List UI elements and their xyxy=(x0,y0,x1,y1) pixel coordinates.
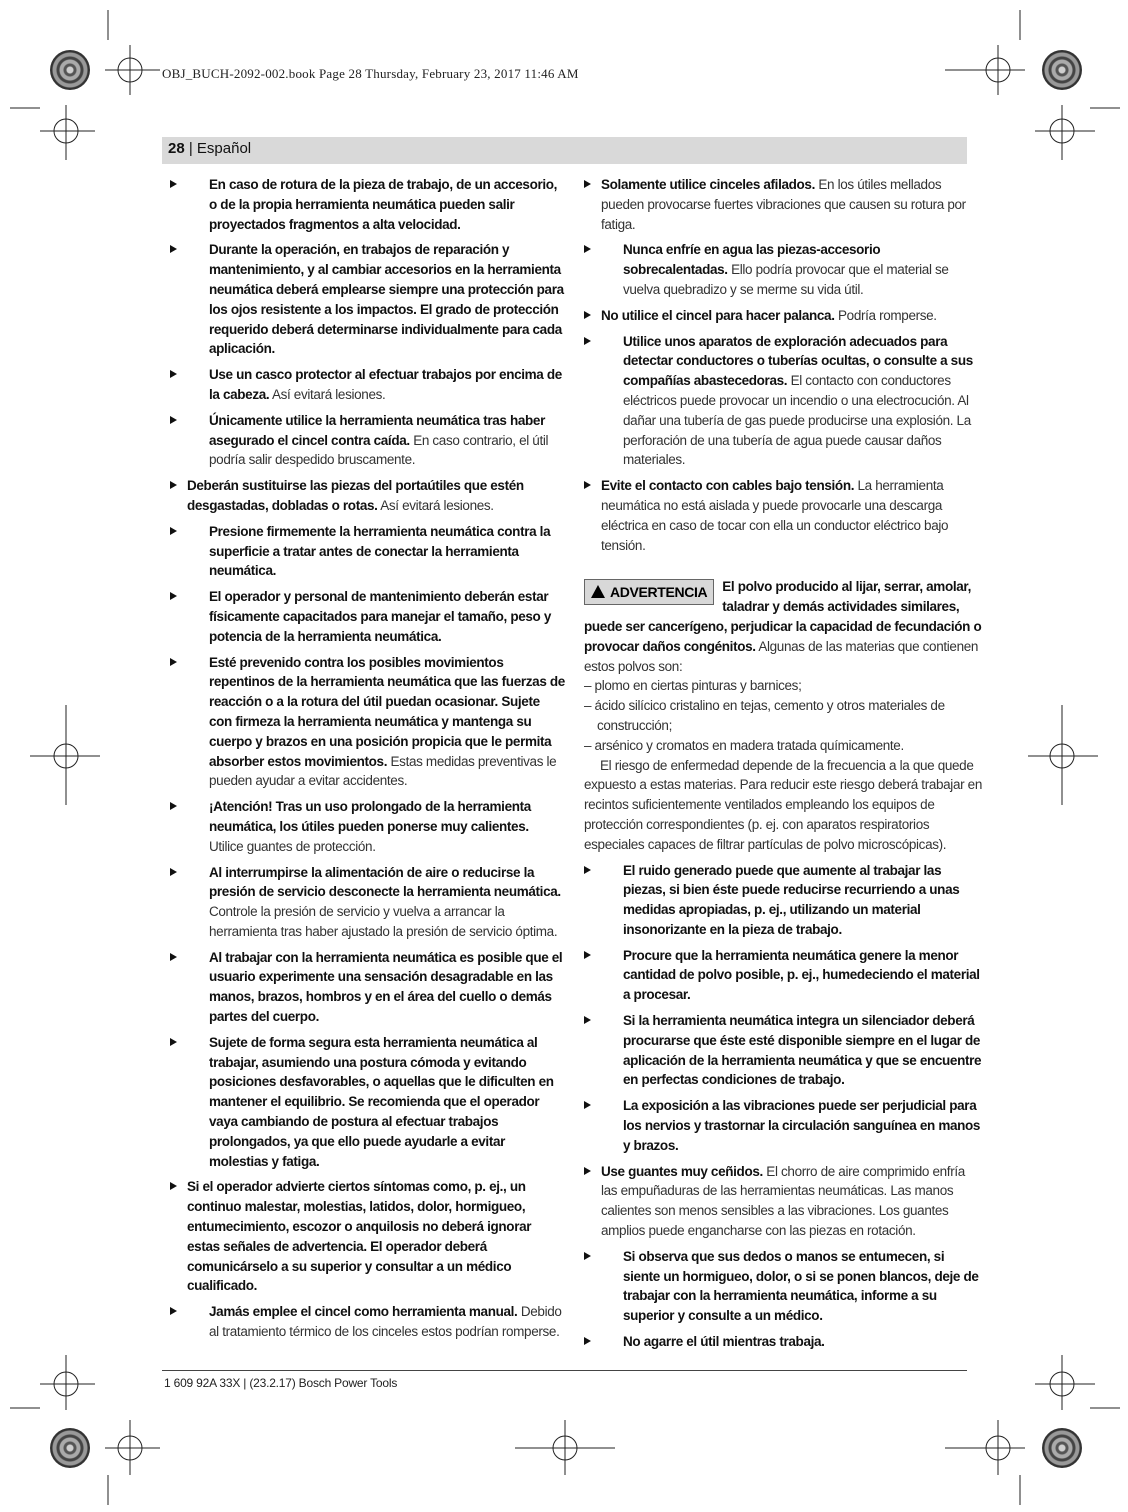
bullet-text xyxy=(187,1177,565,1296)
bullet-item xyxy=(584,476,982,555)
bullet-normal-text: Así evitará lesiones. xyxy=(269,386,386,402)
bullet-bold-text: Esté prevenido contra los posibles movimientos repentinos de la herramienta neumática que las fuerzas de reacción o a la rotura del útil puedan ocasionar. Sujete con firmeza la herramienta neumática y mantenga su cuerpo y brazos en una posición propicia que le permita absorber estos movimientos. xyxy=(209,654,565,769)
warning-label: ADVERTENCIA xyxy=(610,584,708,601)
bullet-triangle-icon xyxy=(584,1101,591,1109)
bullet-text xyxy=(187,1302,565,1342)
bullet-item xyxy=(170,1302,565,1342)
bullet-item xyxy=(584,1096,982,1155)
bullet-item xyxy=(584,946,982,1005)
bullet-item xyxy=(170,476,565,516)
bullet-item xyxy=(584,175,982,234)
warning-list-item: – plomo en ciertas pinturas y barnices; xyxy=(584,678,802,694)
bullet-bold-text: ¡Atención! Tras un uso prolongado de la herramienta neumática, los útiles pueden ponerse muy calientes. xyxy=(209,799,531,834)
bullet-bold-text: En caso de rotura de la pieza de trabajo, de un accesorio, o de la propia herramienta neumática pueden salir proyectados fragmentos a alta velocidad. xyxy=(209,177,558,232)
bullet-item xyxy=(584,332,982,471)
bullet-bold-text: Sujete de forma segura esta herramienta neumática al trabajar, asumiendo una postura cómoda y evitando posiciones desfavorables, o aquellas que le dificulten en mantener el equilibrio. Se recomienda que el operador vaya cambiando de postura al efectuar trabajos prolongados, ya que ello puede ayudarle a evitar molestias y fatiga. xyxy=(209,1034,554,1169)
warning-normal: Algunas de las materias que contienen estos polvos son: xyxy=(584,638,979,674)
bullet-text xyxy=(187,797,565,856)
page-header-bar xyxy=(162,137,967,164)
bullet-normal-text: En los útiles mellados pueden provocarse fuertes vibraciones que causen su rotura por fatiga. xyxy=(601,177,966,232)
bullet-normal-text: Ello podría provocar que el material se vuelva quebradizo y se merme su vida útil. xyxy=(623,262,949,297)
bullet-text xyxy=(601,1332,982,1352)
bullet-text xyxy=(601,476,982,555)
bullet-bold-text: No utilice el cincel para hacer palanca. xyxy=(601,307,835,323)
bullet-triangle-icon xyxy=(170,1038,177,1046)
bullet-triangle-icon xyxy=(170,592,177,600)
bullet-text xyxy=(187,476,565,516)
bullet-triangle-icon xyxy=(584,866,591,874)
bullet-triangle-icon xyxy=(584,1016,591,1024)
bullet-bold-text: Procure que la herramienta neumática genere la menor cantidad de polvo posible, p. ej., humedeciendo el material a procesar. xyxy=(623,947,980,1003)
bullet-triangle-icon xyxy=(584,951,591,959)
bullet-normal-text: Estas medidas preventivas le pueden ayudar a evitar accidentes. xyxy=(209,753,557,789)
section-title: Español xyxy=(196,140,252,157)
page-header xyxy=(168,140,251,157)
bullet-normal-text: El contacto con conductores eléctricos puede provocar un incendio o una electrocución. Al dañar una tubería de gas puede producirse una explosión. La perforación de una tubería de agua puede causar daños materiales. xyxy=(623,373,971,468)
bullet-bold-text: Únicamente utilice la herramienta neumática tras haber asegurado el cincel contra caída. xyxy=(209,412,545,448)
bullet-bold-text: No agarre el útil mientras trabaja. xyxy=(623,1334,825,1350)
bullet-item xyxy=(170,240,565,359)
bullet-text xyxy=(601,240,982,299)
bullet-item xyxy=(170,175,565,234)
bullet-bold-text: Solamente utilice cinceles afilados. xyxy=(601,177,815,192)
warning-badge xyxy=(584,579,714,605)
bullet-normal-text: El chorro de aire comprimido enfría las empuñaduras de las herramientas neumáticas. Las manos calientes son menos sensibles a las vibraciones. Los guantes amplios puede engancharse con las piezas en rotación. xyxy=(601,1163,965,1239)
header-separator: | xyxy=(184,140,197,157)
bullet-bold-text: Si observa que sus dedos o manos se entumecen, si siente un hormigueo, dolor, o si se ponen blancos, deje de trabajar con la herramienta neumática, informe a su superior y consulte a un médico. xyxy=(623,1248,979,1324)
bullet-item xyxy=(170,863,565,942)
bullet-normal-text: Controle la presión de servicio y vuelva a arrancar la herramienta tras haber ajustado la presión de servicio óptima. xyxy=(209,904,558,939)
bullet-text xyxy=(187,1033,565,1172)
bullet-bold-text: Deberán sustituirse las piezas del portaútiles que estén desgastadas, dobladas o rotas. xyxy=(187,478,524,513)
bullet-triangle-icon xyxy=(170,180,177,188)
warning-list-item: – ácido silícico cristalino en tejas, cemento y otros materiales de construcción; xyxy=(584,698,945,733)
bullet-item xyxy=(170,1033,565,1172)
bullet-triangle-icon xyxy=(170,370,177,378)
bullet-text xyxy=(601,332,982,471)
bullet-text xyxy=(601,175,982,234)
bullet-triangle-icon xyxy=(170,245,177,253)
bullet-bold-text: Utilice unos aparatos de exploración adecuados para detectar conductores o tuberías ocultas, o consulte a sus compañías abastecedoras. xyxy=(623,333,973,389)
bullet-bold-text: Si la herramienta neumática integra un silenciador deberá procurarse que éste esté disponible siempre en el lugar de aplicación de la herramienta neumática y que se encuentre en perfectas condiciones de trabajo. xyxy=(623,1013,982,1088)
bullet-triangle-icon xyxy=(584,481,591,489)
page-number: 28 xyxy=(168,140,185,157)
bullet-triangle-icon xyxy=(584,245,591,253)
bullet-text xyxy=(187,522,565,581)
bullet-text xyxy=(187,411,565,470)
left-column xyxy=(170,175,565,1348)
bullet-item xyxy=(584,1162,982,1241)
bullet-item xyxy=(170,522,565,581)
bullet-triangle-icon xyxy=(584,180,591,188)
bullet-bold-text: Al interrumpirse la alimentación de aire o reducirse la presión de servicio desconecte la herramienta neumática. xyxy=(209,864,561,900)
bullet-text xyxy=(601,1247,982,1326)
footer-rule xyxy=(162,1370,967,1371)
bullet-bold-text: Al trabajar con la herramienta neumática es posible que el usuario experimente una sensación desagradable en las manos, brazos, hombros y en el área del cuello o demás partes del cuerpo. xyxy=(209,949,563,1025)
bullet-bold-text: Jamás emplee el cincel como herramienta manual. xyxy=(209,1304,518,1320)
print-slug: OBJ_BUCH-2092-002.book Page 28 Thursday, February 23, 2017 11:46 AM xyxy=(162,66,579,81)
bullet-text xyxy=(187,653,565,792)
bullet-triangle-icon xyxy=(170,1307,177,1315)
bullet-triangle-icon xyxy=(170,481,177,489)
bullet-item xyxy=(170,587,565,646)
bullet-bold-text: Presione firmemente la herramienta neumática contra la superficie a tratar antes de conectar la herramienta neumática. xyxy=(209,523,551,579)
bullet-item xyxy=(584,1247,982,1326)
bullet-item xyxy=(584,1332,982,1352)
bullet-item xyxy=(584,861,982,940)
bullet-text xyxy=(601,1011,982,1090)
warning-triangle-icon xyxy=(591,585,605,598)
warning-block xyxy=(584,577,982,854)
warning-list-item: – arsénico y cromatos en madera tratada químicamente. xyxy=(584,737,904,753)
bullet-triangle-icon xyxy=(584,337,591,345)
bullet-bold-text: Si el operador advierte ciertos síntomas como, p. ej., un continuo malestar, molestias, latidos, dolor, hormigueo, entumecimiento, escozor o anquilosis no deberá ignorar estas señales de advertencia. El operador deberá comunicárselo a su superior y consultar a un médico cualificado. xyxy=(187,1179,532,1294)
bullet-normal-text: Podría romperse. xyxy=(834,307,937,323)
bullet-text xyxy=(187,948,565,1027)
bullet-bold-text: Use guantes muy ceñidos. xyxy=(601,1163,763,1179)
bullet-text xyxy=(187,175,565,234)
bullet-normal-text: Utilice guantes de protección. xyxy=(209,838,376,854)
bullet-normal-text: Debido al tratamiento térmico de los cinceles estos podrían romperse. xyxy=(209,1304,562,1340)
bullet-triangle-icon xyxy=(170,527,177,535)
bullet-triangle-icon xyxy=(170,868,177,876)
bullet-bold-text: Evite el contacto con cables bajo tensión. xyxy=(601,478,855,494)
page-footer: 1 609 92A 33X | (23.2.17) Bosch Power Tools xyxy=(164,1376,398,1390)
bullet-text xyxy=(601,946,982,1005)
bullet-normal-text: En caso contrario, el útil podría salir despedido bruscamente. xyxy=(209,432,549,468)
bullet-item xyxy=(584,306,982,326)
bullet-triangle-icon xyxy=(170,953,177,961)
bullet-triangle-icon xyxy=(170,658,177,666)
bullet-triangle-icon xyxy=(584,1167,591,1175)
bullet-text xyxy=(601,306,982,326)
bullet-item xyxy=(170,365,565,405)
bullet-item xyxy=(584,1011,982,1090)
bullet-triangle-icon xyxy=(584,311,591,319)
bullet-item xyxy=(170,1177,565,1296)
bullet-item xyxy=(170,797,565,856)
right-column-bottom-list xyxy=(584,861,982,1352)
bullet-text xyxy=(187,863,565,942)
bullet-normal-text: La herramienta neumática no está aislada y puede provocarle una descarga eléctrica en caso de tocar con ella un conductor eléctrico bajo tensión. xyxy=(601,478,949,553)
right-column-top-list xyxy=(584,175,982,555)
bullet-text xyxy=(601,1096,982,1155)
bullet-triangle-icon xyxy=(170,802,177,810)
bullet-bold-text: Use un casco protector al efectuar trabajos por encima de la cabeza. xyxy=(209,367,562,402)
bullet-triangle-icon xyxy=(170,1182,177,1190)
warning-paragraph: El riesgo de enfermedad depende de la frecuencia a la que quede expuesto a estas materias. Para reducir este riesgo deberá trabajar en recintos suficientemente ventilados empleando los equipos de protección correspondientes (p. ej. con aparatos respiratorios especiales capaces de filtrar partículas de polvo microscópicas). xyxy=(584,757,982,852)
bullet-bold-text: Durante la operación, en trabajos de reparación y mantenimiento, y al cambiar accesorios en la herramienta neumática deberá emplearse siempre una protección para los ojos resistente a los impactos. El grado de protección requerido deberá determinarse individualmente para cada aplicación. xyxy=(209,242,564,357)
bullet-bold-text: El operador y personal de mantenimiento deberán estar físicamente capacitados para manejar el tamaño, peso y potencia de la herramienta neumática. xyxy=(209,589,552,644)
bullet-text xyxy=(187,240,565,359)
bullet-item xyxy=(170,411,565,470)
bullet-text xyxy=(601,1162,982,1241)
bullet-triangle-icon xyxy=(584,1337,591,1345)
bullet-item xyxy=(170,653,565,792)
bullet-text xyxy=(187,587,565,646)
bullet-triangle-icon xyxy=(584,1252,591,1260)
warning-bold: El polvo producido al lijar, serrar, amolar, taladrar y demás actividades similares, puede ser cancerígeno, perjudicar la capacidad de fecundación o provocar daños congénitos. xyxy=(584,579,982,654)
bullet-text xyxy=(187,365,565,405)
bullet-text xyxy=(601,861,982,940)
bullet-bold-text: Nunca enfríe en agua las piezas-accesorio sobrecalentadas. xyxy=(623,242,881,278)
bullet-triangle-icon xyxy=(170,416,177,424)
bullet-normal-text: Así evitará lesiones. xyxy=(377,497,494,513)
bullet-item xyxy=(170,948,565,1027)
bullet-bold-text: La exposición a las vibraciones puede ser perjudicial para los nervios y trastornar la circulación sanguínea en manos y brazos. xyxy=(623,1098,981,1153)
right-column xyxy=(584,175,982,1358)
bullet-item xyxy=(584,240,982,299)
bullet-bold-text: El ruido generado puede que aumente al trabajar las piezas, si bien éste puede reducirse recurriendo a unas medidas apropiadas, p. ej., utilizando un material insonorizante en la pieza de trabajo. xyxy=(623,862,960,937)
